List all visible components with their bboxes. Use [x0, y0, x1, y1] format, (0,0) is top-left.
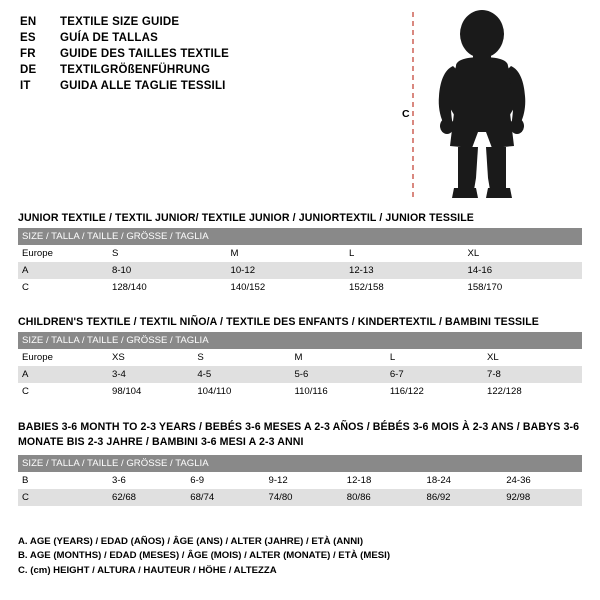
cell: 122/128 [483, 383, 582, 400]
row-label: C [18, 489, 108, 506]
row-label: C [18, 383, 108, 400]
section-junior-title: JUNIOR TEXTILE / TEXTIL JUNIOR/ TEXTILE JUNIOR / JUNIORTEXTIL / JUNIOR TESSILE [18, 212, 474, 224]
row-label: A [18, 262, 108, 279]
cell: 3-4 [108, 366, 193, 383]
table-row [18, 349, 582, 366]
cell: M [290, 349, 385, 366]
babies-size-table [18, 455, 582, 506]
table-row [18, 366, 582, 383]
row-label: A [18, 366, 108, 383]
title-row-en [20, 16, 400, 28]
child-silhouette-figure [396, 8, 586, 203]
row-label: Europe [18, 349, 108, 366]
table-header-row [18, 455, 582, 472]
cell: 74/80 [265, 489, 343, 506]
title-row-it [20, 80, 400, 92]
title-lang-fr: FR [20, 48, 36, 60]
cell: 5-6 [290, 366, 385, 383]
title-text-es: GUÍA DE TALLAS [60, 32, 158, 44]
title-row-de [20, 64, 400, 76]
children-size-table [18, 332, 582, 400]
cell: 62/68 [108, 489, 186, 506]
cell: 14-16 [464, 262, 583, 279]
cell: 86/92 [422, 489, 502, 506]
table-row [18, 489, 582, 506]
junior-header-label: SIZE / TALLA / TAILLE / GRÖSSE / TAGLIA [18, 228, 582, 245]
cell: 98/104 [108, 383, 193, 400]
title-row-fr [20, 48, 400, 60]
cell: 104/110 [193, 383, 290, 400]
cell: L [345, 245, 464, 262]
legend-line-c: C. (cm) HEIGHT / ALTURA / HAUTEUR / HÖHE / ALTEZZA [18, 564, 277, 576]
cell: 4-5 [193, 366, 290, 383]
cell: 12-18 [343, 472, 423, 489]
title-lang-de: DE [20, 64, 37, 76]
table-header-row [18, 332, 582, 349]
cell: 6-9 [186, 472, 264, 489]
cell: 116/122 [386, 383, 483, 400]
language-titles [20, 16, 400, 96]
cell: 140/152 [227, 279, 346, 296]
section-children [18, 316, 582, 400]
cell: S [108, 245, 227, 262]
cell: 68/74 [186, 489, 264, 506]
cell: M [227, 245, 346, 262]
table-row [18, 245, 582, 262]
cell: XL [464, 245, 583, 262]
table-row [18, 383, 582, 400]
title-text-de: TEXTILGRÖßENFÜHRUNG [60, 64, 211, 76]
table-row [18, 279, 582, 296]
cell: 7-8 [483, 366, 582, 383]
cell: 3-6 [108, 472, 186, 489]
cell: 24-36 [502, 472, 582, 489]
junior-size-table [18, 228, 582, 296]
row-label: C [18, 279, 108, 296]
child-silhouette-icon [396, 8, 586, 203]
cell: L [386, 349, 483, 366]
cell: XL [483, 349, 582, 366]
section-junior [18, 212, 582, 296]
title-lang-en: EN [20, 16, 37, 28]
cell: 158/170 [464, 279, 583, 296]
title-text-it: GUIDA ALLE TAGLIE TESSILI [60, 80, 226, 92]
cell: 8-10 [108, 262, 227, 279]
cell: 110/116 [290, 383, 385, 400]
cell: S [193, 349, 290, 366]
legend-line-a: A. AGE (YEARS) / EDAD (AÑOS) / ÂGE (ANS) / ALTER (JAHRE) / ETÀ (ANNI) [18, 535, 364, 547]
cell: 152/158 [345, 279, 464, 296]
cell: 80/86 [343, 489, 423, 506]
table-header-row [18, 228, 582, 245]
cell: 10-12 [227, 262, 346, 279]
section-babies-title: BABIES 3-6 MONTH TO 2-3 YEARS / BEBÉS 3-6 MESES A 2-3 AÑOS / BÉBÉS 3-6 MOIS À 2-3 ANS / BABYS 3-6 MONATE BIS 2-3 JAHRE / BAMBINI 3-6 MESI A 2-3 ANNI [18, 421, 580, 449]
legend [18, 535, 390, 578]
section-children-title: CHILDREN'S TEXTILE / TEXTIL NIÑO/A / TEXTILE DES ENFANTS / KINDERTEXTIL / BAMBINI TESSILE [18, 316, 539, 328]
title-text-en: TEXTILE SIZE GUIDE [60, 16, 180, 28]
babies-header-label: SIZE / TALLA / TAILLE / GRÖSSE / TAGLIA [18, 455, 582, 472]
legend-line-b: B. AGE (MONTHS) / EDAD (MESES) / ÂGE (MOIS) / ALTER (MONATE) / ETÀ (MESI) [18, 550, 391, 562]
title-lang-it: IT [20, 80, 31, 92]
title-row-es [20, 32, 400, 44]
cell: 92/98 [502, 489, 582, 506]
measure-label-c: C [402, 108, 410, 120]
title-text-fr: GUIDE DES TAILLES TEXTILE [60, 48, 229, 60]
row-label: B [18, 472, 108, 489]
table-row [18, 262, 582, 279]
cell: 9-12 [265, 472, 343, 489]
cell: 12-13 [345, 262, 464, 279]
cell: 18-24 [422, 472, 502, 489]
cell: 6-7 [386, 366, 483, 383]
children-header-label: SIZE / TALLA / TAILLE / GRÖSSE / TAGLIA [18, 332, 582, 349]
cell: 128/140 [108, 279, 227, 296]
title-lang-es: ES [20, 32, 36, 44]
silhouette-body [439, 10, 526, 198]
cell: XS [108, 349, 193, 366]
table-row [18, 472, 582, 489]
row-label: Europe [18, 245, 108, 262]
section-babies [18, 420, 582, 506]
